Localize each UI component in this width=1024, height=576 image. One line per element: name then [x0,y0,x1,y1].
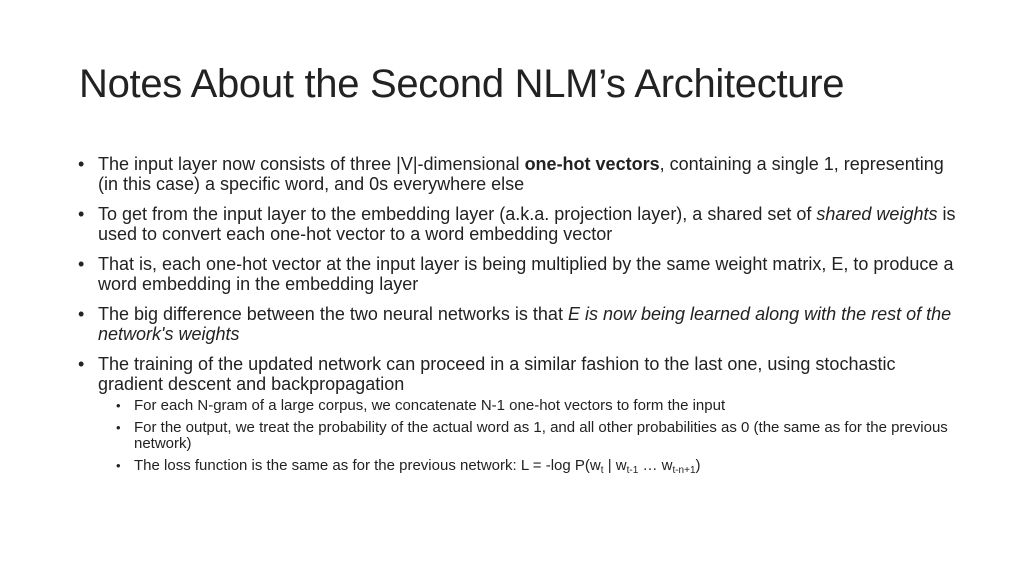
slide-title: Notes About the Second NLM’s Architecture [79,62,845,106]
subscript-t-n-1: t-n+1 [672,465,696,476]
bullet-item-weight-matrix [78,254,958,294]
sub-bullet-list [98,398,958,474]
bullet-marker: • [78,254,85,274]
sub-bullet-ngram [116,398,958,414]
bullet-marker: • [78,154,85,174]
bullet-marker: • [78,204,85,224]
sub-bullet-text: For the output, we treat the probability of the actual word as 1, and all other probabilities as 0 (the same as for the previous network) [134,419,948,452]
sub-bullet-output [116,420,958,452]
bullet-list [78,154,958,484]
sub-bullet-marker: • [116,398,121,413]
sub-bullet-text: The loss function is the same as for the previous network: L = -log P(w [134,457,601,474]
bullet-marker: • [78,304,85,324]
bullet-text: The training of the updated network can proceed in a similar fashion to the last one, using stochastic gradient descent and backpropagation [98,354,896,394]
bullet-item-input-layer [78,154,958,194]
italic-phrase: E is now being learned along with the rest of the network's weights [98,304,952,344]
bullet-item-training [78,354,958,474]
subscript-t: t [600,465,604,476]
bold-term: one-hot vectors [524,154,660,174]
bullet-text: The big difference between the two neural networks is that [98,304,568,324]
sub-bullet-marker: • [116,420,121,435]
bullet-text: The input layer now consists of three |V|-dimensional [98,154,525,174]
bullet-item-embedding-layer [78,204,958,244]
bullet-text: To get from the input layer to the embedding layer (a.k.a. projection layer), a shared set of [98,204,817,224]
sub-bullet-text: ) [695,457,701,474]
bullet-text: , containing a single 1, representing (in this case) a specific word, and 0s everywhere else [98,154,944,194]
sub-bullet-text: … w [638,457,673,474]
sub-bullet-marker: • [116,458,121,473]
bullet-text: is used to convert each one-hot vector to a word embedding vector [98,204,956,244]
sub-bullet-text: For each N-gram of a large corpus, we concatenate N-1 one-hot vectors to form the input [134,397,726,414]
sub-bullet-text: | w [603,457,627,474]
bullet-text: That is, each one-hot vector at the input layer is being multiplied by the same weight matrix, E, to produce a word embedding in the embedding layer [98,254,954,294]
subscript-t-1: t-1 [626,465,639,476]
italic-term: shared weights [816,204,938,224]
sub-bullet-loss-function [116,458,958,474]
bullet-marker: • [78,354,85,374]
bullet-item-big-difference [78,304,958,344]
